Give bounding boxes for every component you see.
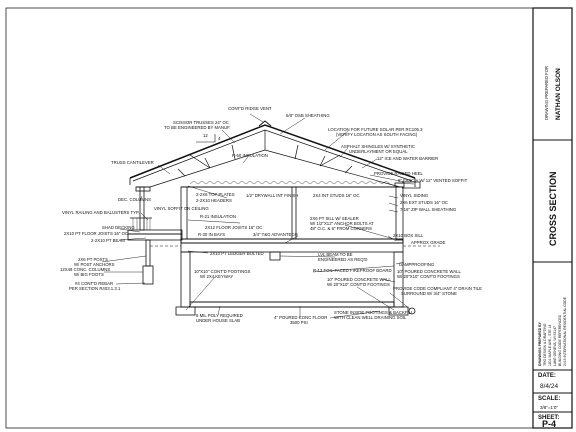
top-plates [395, 183, 404, 187]
callout-pt-beam: 2-2X10 PT BEAM [91, 238, 125, 243]
left-foundation-wall [181, 252, 190, 307]
drafter-line: TRG DESIGN & DRAFTING [543, 323, 547, 366]
scale-label: SCALE: [538, 396, 561, 402]
callout-zip-sheathing: 7/16" ZIP WALL SHEATHING [400, 207, 457, 212]
client-name: NATHAN OLSON [555, 68, 562, 120]
pitch-rise: 12 [203, 133, 208, 138]
porch-header [136, 187, 150, 191]
callout-rebar: PER SECTION R403.1.3.1 [69, 286, 121, 291]
callout-footings: W/ 2X4 KEYWAY [200, 274, 234, 279]
left-footing [176, 307, 195, 315]
callout-vinyl-soffit: VINYL SOFFIT ON CEILING [154, 206, 209, 211]
subfloor [181, 239, 403, 243]
date-label: DATE: [538, 373, 556, 379]
roof-sheathing [133, 130, 412, 181]
callout-drain-tile: PROVIDE CODE COMPLIANT 4" DRAIN TILE [393, 286, 482, 291]
callout-pt-posts: 2X6 PT POSTS [78, 257, 109, 262]
callout-solar: (VERIFY LOCATION AS SOUTH FACING) [336, 132, 418, 137]
callout-drywall: 1/2" DRYWALL INT FINISH [246, 193, 299, 198]
callout-box-sill: 2X10 BOX SILL [393, 233, 424, 238]
date-value: 8/4/24 [540, 383, 559, 390]
callout-foundation-wall: 10" POURED CONCRETE WALL [327, 277, 391, 282]
callout-solar: LOCATION FOR FUTURE SOLAR PER RC105.3 [328, 127, 423, 132]
sheet-number: P-4 [542, 419, 557, 429]
concrete-column [143, 266, 153, 284]
prepared-for-label: DRAWING PREPARED FOR [544, 66, 549, 120]
ceiling-insulation [190, 181, 390, 184]
callout-pt-posts: W/ POST ANCHORS [74, 262, 115, 267]
callout-floor-joists: 2X12 FLOOR JOISTS 16" OC [205, 225, 263, 230]
callout-roof-sheathing: 5/8" OSB SHEATHING [286, 113, 330, 118]
callout-wall: 10" POURED CONCRETE WALL [397, 269, 461, 274]
callout-headers: 2-2X10 HEADERS [196, 198, 232, 203]
scale-value: 3/8"=1'0" [540, 405, 558, 410]
drafter-line: BUILDING CODE REFERENCED [558, 314, 562, 366]
callout-dec-columns: DEC. COLUMNS [118, 197, 151, 202]
callout-approx-grade: APPROX GRADE [411, 240, 446, 245]
pitch-run: 4 [218, 136, 221, 141]
callout-stone-backfill: WITH CLEAN WELL DRAINING SOIL [334, 315, 407, 320]
drafter-line: 2015 INTERNATIONAL RESIDENTIAL CODE [563, 296, 567, 366]
callout-sill: W/ 1/2"X12" ANCHOR BOLTS AT [310, 221, 374, 226]
callout-raised-heel: PROVIDE RAISED HEEL [374, 171, 423, 176]
callout-insulation: R-60 INSULATION [232, 153, 268, 158]
callout-rebar: #4 CONT'D REBAR [75, 281, 114, 286]
scissor-truss [150, 130, 400, 187]
callout-truss-cantilever: TRUSS CANTILEVER [111, 160, 154, 165]
callout-slab: 4" POURED CONC FLOOR [274, 315, 328, 320]
sheet-title: CROSS SECTION [548, 171, 558, 246]
callout-lvl-beam: LVL BEAM TO BE [318, 252, 353, 257]
callout-wall: W/ 20"X10" CONT'D FOOTINGS [397, 274, 460, 279]
callout-r30: R-30 IN BAYS [198, 232, 226, 237]
right-foundation-wall [394, 252, 403, 307]
callout-lvl-beam: ENGINEERED AS REQ'D [318, 257, 368, 262]
callout-conc-columns: W/ BIG FOOTS [74, 272, 104, 277]
callout-ridge-vent: CONT'D RIDGE VENT [228, 106, 272, 111]
callout-poly: UNDER HOUSE SLAB [196, 318, 240, 323]
callout-shad-decking: SHAD DECKING [102, 225, 135, 230]
callout-r21: R-21 INSULATION [200, 214, 236, 219]
callout-trusses: SCISSOR TRUSSES 24" OC [173, 120, 229, 125]
callout-slab: 3500 PSI [290, 320, 308, 325]
callout-fireproof-board: R-13 FOIL-FACED FIREPROOF BOARD [313, 268, 392, 273]
callout-ledger: 2X10 PT LEDGER BOLTED [210, 251, 264, 256]
callout-int-studs: 2X4 INT STUDS 16" OC [313, 193, 360, 198]
callout-foundation-wall: W/ 20"X10" CONT'D FOOTINGS [327, 282, 390, 287]
callout-trusses: TO BE ENGINEERED BY MANUF. [164, 125, 231, 130]
callout-stone-backfill: STONE INSIDE FOOTINGS & BACKFILL [334, 310, 414, 315]
deck-column [140, 187, 144, 230]
callout-fascia: 6" FASCIA W/ 12" VENTED SOFFIT [398, 178, 468, 183]
callout-labels [60, 106, 482, 325]
basement-slab [190, 302, 394, 307]
callout-top-plates: 2-2X6 TOP PLATES [196, 192, 235, 197]
callout-vinyl-siding: VINYL SIDING [400, 193, 429, 198]
callout-drain-tile: SURROUND W/ 3/4" STONE [401, 291, 457, 296]
lvl-beam [270, 252, 280, 260]
sheet-border [6, 8, 533, 428]
callout-deck-joists: 2X10 PT FLOOR JOISTS 16" OC [64, 231, 129, 236]
drafter-line: LAKE GENEVA, WI 53147 [553, 326, 557, 366]
callout-footings: 10"X10" CONT'D FOOTINGS [194, 269, 251, 274]
title-block [533, 8, 572, 429]
callout-poly: 6 MIL POLY REQUIRED [196, 313, 243, 318]
callout-dampproofing: DAMPPROOFING [399, 262, 435, 267]
callout-sill: 48" O.C. & 6" FROM CORNERS [310, 226, 373, 231]
callout-ice-barrier: 12" ICE AND WATER BARRIER [377, 156, 439, 161]
sheet-label: SHEET: [538, 415, 560, 421]
drafter-line: 1801 MAPLE AVE., STE 14 [548, 324, 552, 366]
callout-conc-columns: 12X48 CONC. COLUMNS [60, 267, 111, 272]
callout-vinyl-railing: VINYL RAILING AND BALUSTERS TYP. [62, 210, 140, 215]
callout-advantech: 3/4" T&G ADVANTECH [253, 232, 298, 237]
deck-joists [128, 234, 182, 240]
drafter-line: DRAWINGS PREPARED BY [538, 322, 542, 366]
deck-floor [128, 230, 182, 234]
callout-shingles: ASPHALT SHINGLES W/ SYNTHETIC [341, 144, 416, 149]
callout-sill: 2X6 PT SILL W/ SEALER [310, 216, 359, 221]
railing-balusters [133, 218, 150, 230]
callout-shingles: UNDERLAYMENT OR EQUAL [349, 149, 408, 154]
deck-post [146, 240, 150, 266]
callout-ext-studs: 2X6 EXT STUDS 16" OC [400, 200, 449, 205]
